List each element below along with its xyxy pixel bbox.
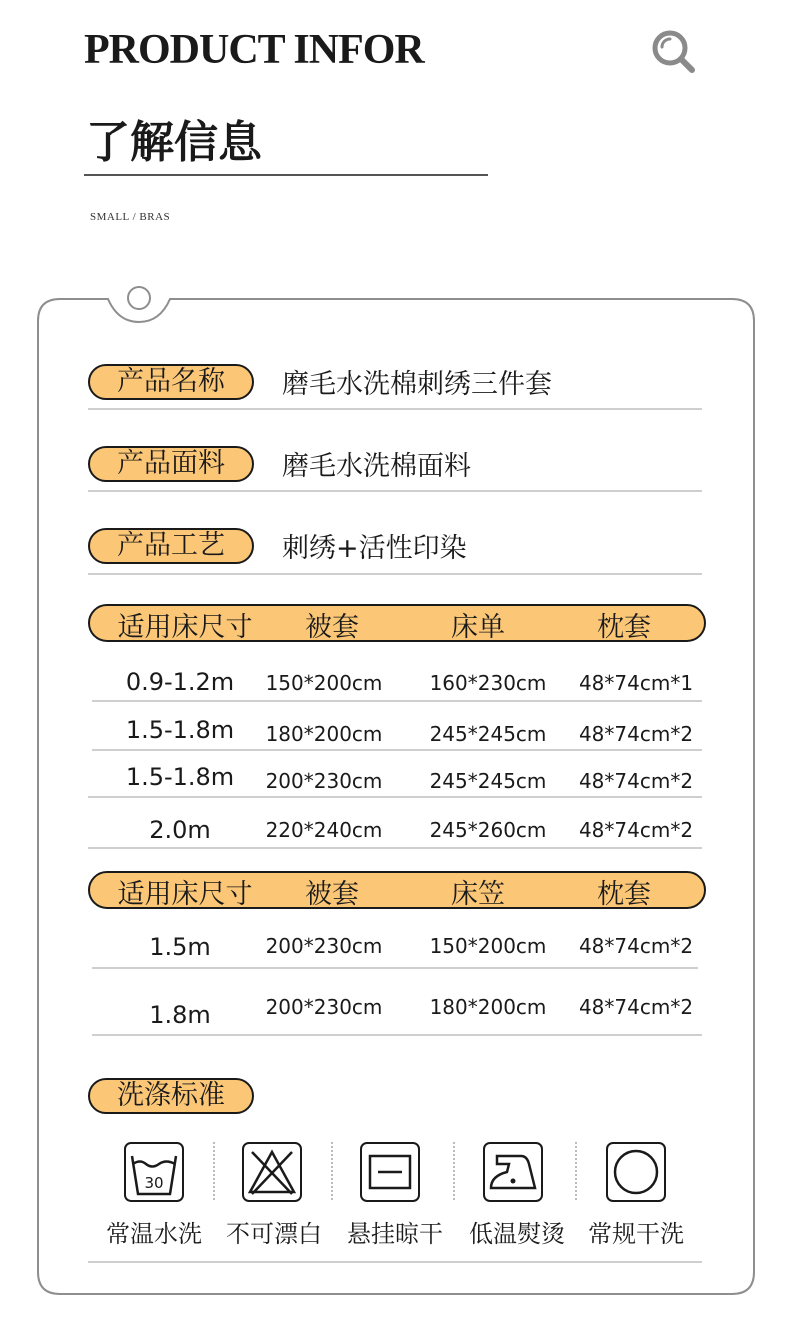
table-cell: 200*230cm bbox=[265, 995, 383, 1019]
care-label: 洗涤标准 bbox=[88, 1078, 254, 1114]
table-cell: 150*200cm bbox=[265, 671, 383, 695]
divider bbox=[575, 1142, 577, 1200]
product-craft-label: 产品工艺 bbox=[88, 528, 254, 564]
divider bbox=[92, 967, 698, 969]
table-header-duvet: 被套 bbox=[305, 612, 359, 643]
table-header-sheet: 床单 bbox=[451, 612, 505, 643]
product-craft-value: 刺绣+活性印染 bbox=[282, 533, 467, 564]
table-cell: 48*74cm*2 bbox=[578, 722, 694, 746]
dry-clean-icon bbox=[606, 1142, 666, 1202]
product-fabric-label: 产品面料 bbox=[88, 446, 254, 482]
table-cell: 245*245cm bbox=[429, 769, 547, 793]
table-header-pillow: 枕套 bbox=[597, 612, 651, 643]
table-cell: 150*200cm bbox=[429, 934, 547, 958]
table-header-size: 适用床尺寸 bbox=[117, 612, 253, 643]
care-item-label: 不可漂白 bbox=[226, 1220, 322, 1248]
divider bbox=[88, 490, 702, 492]
divider bbox=[88, 573, 702, 575]
hang-dry-icon bbox=[360, 1142, 420, 1202]
divider bbox=[88, 408, 702, 410]
divider bbox=[92, 700, 702, 702]
breadcrumb: SMALL / BRAS bbox=[90, 211, 171, 223]
table-cell: 180*200cm bbox=[429, 995, 547, 1019]
care-item-label: 悬挂晾干 bbox=[347, 1220, 443, 1248]
wash-30-icon bbox=[124, 1142, 184, 1202]
table-header-size: 适用床尺寸 bbox=[117, 879, 253, 910]
table-cell: 48*74cm*2 bbox=[578, 818, 694, 842]
care-item-label: 低温熨烫 bbox=[469, 1220, 565, 1248]
table-cell: 245*260cm bbox=[429, 818, 547, 842]
divider bbox=[331, 1142, 333, 1200]
divider bbox=[88, 847, 702, 849]
table-cell: 48*74cm*2 bbox=[578, 769, 694, 793]
table-cell: 1.5-1.8m bbox=[125, 763, 235, 791]
table-header-duvet: 被套 bbox=[305, 879, 359, 910]
table-cell: 1.5m bbox=[149, 933, 211, 961]
divider bbox=[88, 796, 702, 798]
table-cell: 245*245cm bbox=[429, 722, 547, 746]
table-cell: 2.0m bbox=[149, 816, 211, 844]
section-heading: 了解信息 bbox=[86, 117, 262, 168]
table-cell: 160*230cm bbox=[429, 671, 547, 695]
table-cell: 1.8m bbox=[149, 1001, 211, 1029]
product-name-value: 磨毛水洗棉刺绣三件套 bbox=[282, 369, 552, 400]
page-title: PRODUCT INFOR bbox=[84, 27, 424, 73]
table-cell: 220*240cm bbox=[265, 818, 383, 842]
no-bleach-icon bbox=[242, 1142, 302, 1202]
care-item-label: 常规干洗 bbox=[588, 1220, 684, 1248]
table-cell: 1.5-1.8m bbox=[125, 716, 235, 744]
table-header-fitted-sheet: 床笠 bbox=[451, 879, 505, 910]
table-cell: 48*74cm*2 bbox=[578, 934, 694, 958]
product-name-label: 产品名称 bbox=[88, 364, 254, 400]
low-iron-icon bbox=[483, 1142, 543, 1202]
table-cell: 180*200cm bbox=[265, 722, 383, 746]
table-cell: 0.9-1.2m bbox=[125, 668, 235, 696]
table-cell: 200*230cm bbox=[265, 934, 383, 958]
table-cell: 48*74cm*2 bbox=[578, 995, 694, 1019]
table-cell: 200*230cm bbox=[265, 769, 383, 793]
care-item-label: 常温水洗 bbox=[106, 1220, 202, 1248]
table-cell: 48*74cm*1 bbox=[578, 671, 694, 695]
divider bbox=[92, 1034, 702, 1036]
wash-temperature: 30 bbox=[144, 1174, 164, 1192]
table-header-pillow: 枕套 bbox=[597, 879, 651, 910]
divider bbox=[88, 1261, 702, 1263]
product-fabric-value: 磨毛水洗棉面料 bbox=[282, 451, 471, 482]
divider bbox=[92, 749, 702, 751]
divider bbox=[453, 1142, 455, 1200]
divider bbox=[213, 1142, 215, 1200]
